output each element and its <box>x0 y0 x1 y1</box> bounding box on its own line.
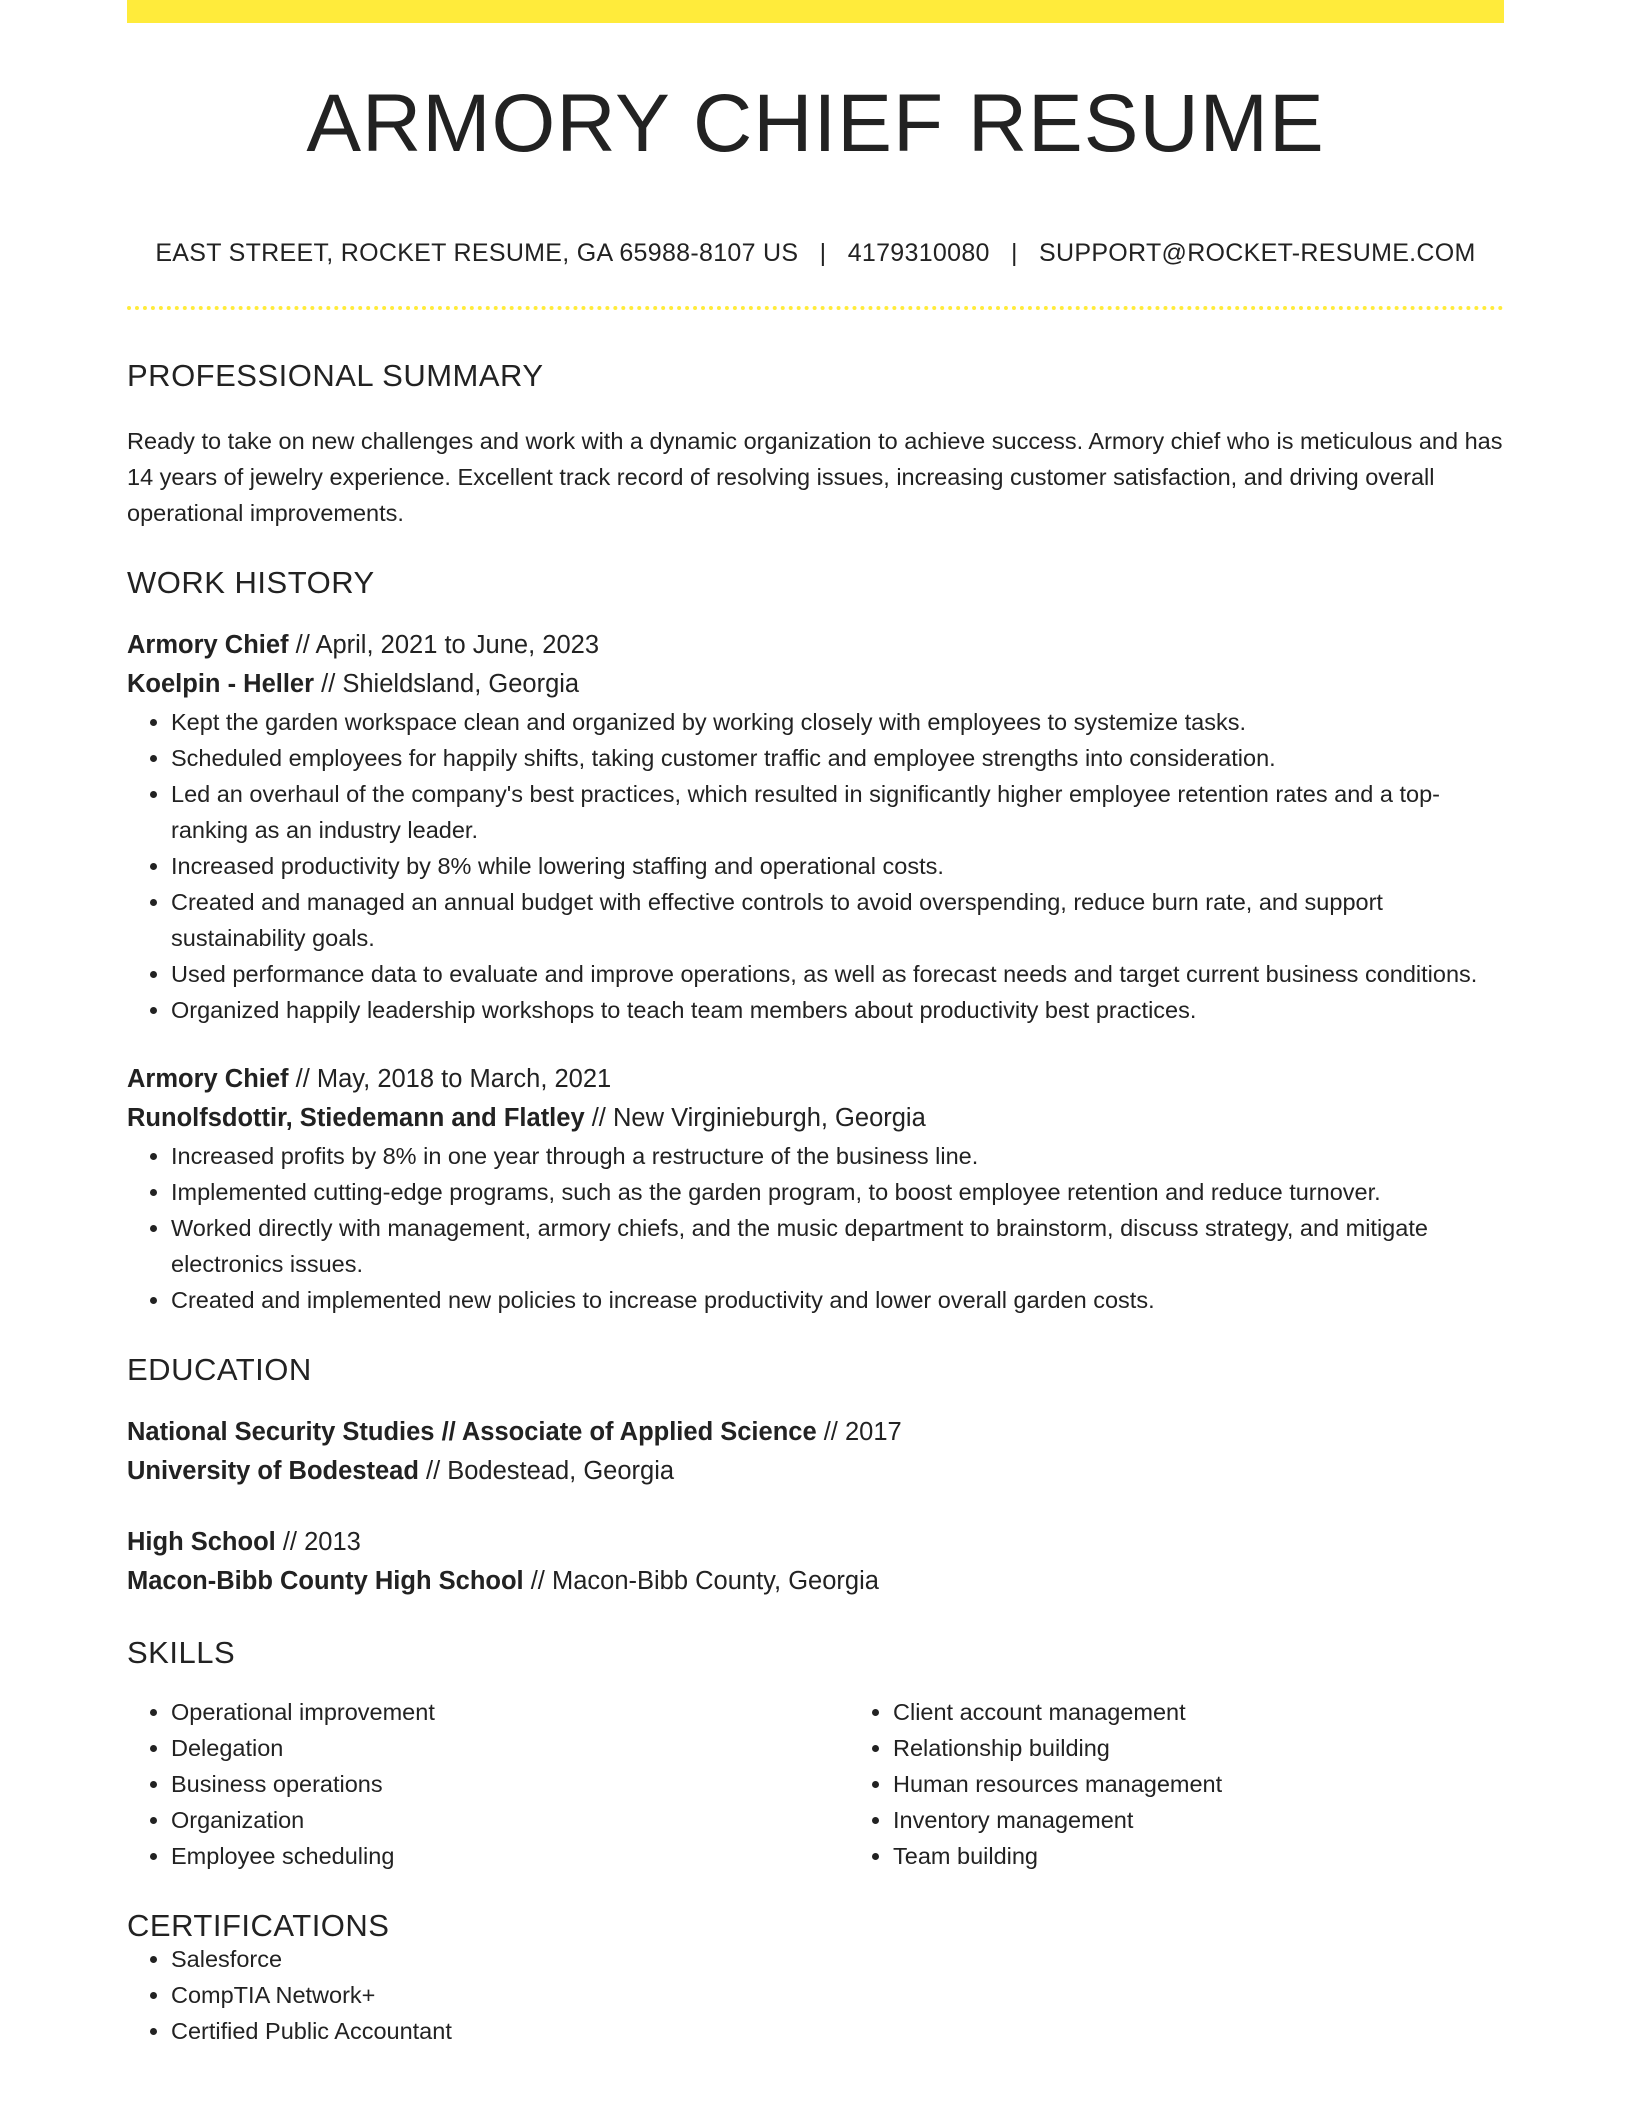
education-year: // 2017 <box>816 1418 902 1446</box>
certifications-list <box>127 1941 1504 2049</box>
skill-item: • Human resources management <box>893 1766 1571 1802</box>
job-title-line <box>127 1060 1504 1099</box>
contact-address: EAST STREET, ROCKET RESUME, GA 65988-8107 US <box>155 239 799 267</box>
education-degree: National Security Studies // Associate of Applied Science <box>127 1418 817 1446</box>
job-entry <box>127 626 1504 1028</box>
skill-item: • Relationship building <box>893 1730 1571 1766</box>
contact-separator: | <box>1010 239 1018 267</box>
job-bullet: • Created and managed an annual budget with effective controls to avoid overspending, reduce burn rate, and support sustainability goals. <box>171 884 1504 956</box>
job-bullet: • Increased profits by 8% in one year through a restructure of the business line. <box>171 1138 1504 1174</box>
skill-item: • Business operations <box>171 1766 849 1802</box>
skills-list-left <box>127 1694 849 1874</box>
education-location: // Bodestead, Georgia <box>418 1457 675 1485</box>
job-bullet: • Created and implemented new policies to increase productivity and lower overall garden costs. <box>171 1282 1504 1318</box>
top-accent-bar <box>127 0 1504 23</box>
education-school-line <box>127 1562 1504 1601</box>
education-location: // Macon-Bibb County, Georgia <box>523 1567 879 1595</box>
contact-separator: | <box>819 239 827 267</box>
job-role: Armory Chief <box>127 631 289 659</box>
education-school-line <box>127 1452 1504 1491</box>
education-entry <box>127 1523 1504 1601</box>
education-degree-line <box>127 1523 1504 1562</box>
job-bullet: • Kept the garden workspace clean and organized by working closely with employees to systemize tasks. <box>171 704 1504 740</box>
job-bullet: • Worked directly with management, armory chiefs, and the music department to brainstorm, discuss strategy, and mitigate electronics issues. <box>171 1210 1504 1282</box>
certification-item: • CompTIA Network+ <box>171 1977 1504 2013</box>
contact-email: SUPPORT@ROCKET-RESUME.COM <box>1039 239 1476 267</box>
job-location: // New Virginieburgh, Georgia <box>584 1104 926 1132</box>
education-year: // 2013 <box>275 1528 361 1556</box>
skill-item: • Delegation <box>171 1730 849 1766</box>
job-bullet: • Used performance data to evaluate and improve operations, as well as forecast needs and target current business conditions. <box>171 956 1504 992</box>
job-bullets <box>127 704 1504 1028</box>
certifications-heading: CERTIFICATIONS <box>127 1908 390 1943</box>
job-bullets <box>127 1138 1504 1318</box>
contact-line <box>127 241 1504 266</box>
contact-phone: 4179310080 <box>847 239 990 267</box>
certification-item: • Salesforce <box>171 1941 1504 1977</box>
skill-item: • Client account management <box>893 1694 1571 1730</box>
resume-title: ARMORY CHIEF RESUME <box>306 78 1325 169</box>
job-company: Runolfsdottir, Stiedemann and Flatley <box>127 1104 585 1132</box>
job-dates: // April, 2021 to June, 2023 <box>288 631 600 659</box>
skills-heading: SKILLS <box>127 1635 236 1670</box>
resume-page <box>127 0 1504 2049</box>
work-history-heading: WORK HISTORY <box>127 565 375 600</box>
job-company-line <box>127 665 1504 704</box>
job-company: Koelpin - Heller <box>127 670 315 698</box>
skills-columns <box>127 1694 1504 1874</box>
education-school: Macon-Bibb County High School <box>127 1567 524 1595</box>
skill-item: • Inventory management <box>893 1802 1571 1838</box>
job-bullet: • Organized happily leadership workshops to teach team members about productivity best practices. <box>171 992 1504 1028</box>
skill-item: • Organization <box>171 1802 849 1838</box>
dotted-divider <box>127 306 1504 310</box>
job-location: // Shieldsland, Georgia <box>314 670 580 698</box>
summary-heading: PROFESSIONAL SUMMARY <box>127 358 544 393</box>
skills-list-right <box>849 1694 1571 1874</box>
job-title-line <box>127 626 1504 665</box>
education-degree-line <box>127 1413 1504 1452</box>
job-bullet: • Led an overhaul of the company's best practices, which resulted in significantly higher employee retention rates and a top-ranking as an industry leader. <box>171 776 1504 848</box>
education-heading: EDUCATION <box>127 1352 312 1387</box>
certification-item: • Certified Public Accountant <box>171 2013 1504 2049</box>
education-school: University of Bodestead <box>127 1457 419 1485</box>
skill-item: • Operational improvement <box>171 1694 849 1730</box>
skill-item: • Employee scheduling <box>171 1838 849 1874</box>
job-entry <box>127 1060 1504 1318</box>
job-dates: // May, 2018 to March, 2021 <box>288 1065 612 1093</box>
skill-item: • Team building <box>893 1838 1571 1874</box>
job-company-line <box>127 1099 1504 1138</box>
job-bullet: • Implemented cutting-edge programs, such as the garden program, to boost employee retention and reduce turnover. <box>171 1174 1504 1210</box>
education-degree: High School <box>127 1528 276 1556</box>
job-role: Armory Chief <box>127 1065 289 1093</box>
job-bullet: • Increased productivity by 8% while lowering staffing and operational costs. <box>171 848 1504 884</box>
job-bullet: • Scheduled employees for happily shifts, taking customer traffic and employee strengths into consideration. <box>171 740 1504 776</box>
summary-text: Ready to take on new challenges and work with a dynamic organization to achieve success. Armory chief who is meticulous and has 14 years of jewelry experience. Excellent track record of resolving issues, increasing customer satisfaction, and driving overall operational improvements. <box>127 428 1503 526</box>
education-entry <box>127 1413 1504 1491</box>
